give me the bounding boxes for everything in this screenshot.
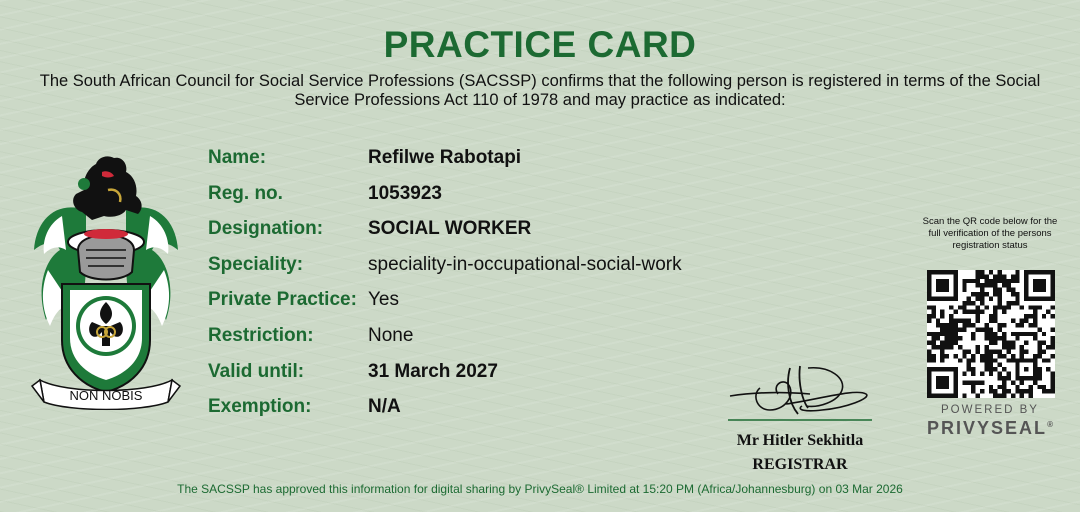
privyseal-brand: PRIVYSEAL <box>927 418 1048 438</box>
field-row-reg-no <box>208 180 442 208</box>
coat-of-arms-icon <box>26 150 186 410</box>
field-row-restriction <box>208 322 413 350</box>
field-row-valid-until <box>208 358 498 386</box>
field-label: Speciality: <box>208 254 304 275</box>
field-value-restriction: None <box>368 325 414 346</box>
powered-by-label: POWERED BY <box>941 404 1039 416</box>
scan-instructions: Scan the QR code below for the full verification of the persons registration status <box>922 216 1058 251</box>
registrar-name: Mr Hitler Sekhitla <box>736 432 864 449</box>
registrar-signature <box>726 358 876 428</box>
field-label: Private Practice: <box>208 289 357 310</box>
field-label: Name: <box>208 147 267 168</box>
intro-text: The South African Council for Social Service Professions (SACSSP) confirms that the following person is registered in terms of the Social Service Professions Act 110 of 1978 and may practice as indicated: <box>39 72 1041 109</box>
field-row-exemption <box>208 393 401 421</box>
field-value-private-practice: Yes <box>368 289 399 310</box>
field-row-name <box>208 144 521 172</box>
field-row-designation <box>208 215 531 243</box>
field-label: Restriction: <box>208 325 314 346</box>
privyseal-logo <box>915 418 1065 439</box>
field-value-valid-until: 31 March 2027 <box>368 361 498 382</box>
privyseal-registered-mark: ® <box>1047 420 1053 429</box>
field-value-name: Refilwe Rabotapi <box>368 147 522 168</box>
page-title: PRACTICE CARD <box>383 24 697 65</box>
qr-code-icon[interactable] <box>927 270 1055 398</box>
field-label: Valid until: <box>208 361 305 382</box>
field-label: Designation: <box>208 218 324 239</box>
footer-note: The SACSSP has approved this information for digital sharing by PrivySeal® Limited at 15:20 PM (Africa/Johannesburg) on 03 Mar 2026 <box>177 482 903 496</box>
registrar-title: REGISTRAR <box>752 456 848 473</box>
field-row-speciality <box>208 251 682 279</box>
field-value-reg-no: 1053923 <box>368 183 442 204</box>
field-value-exemption: N/A <box>368 396 401 417</box>
field-label: Reg. no. <box>208 183 283 204</box>
field-value-designation: SOCIAL WORKER <box>368 218 532 239</box>
field-row-private-practice <box>208 286 399 314</box>
field-value-speciality: speciality-in-occupational-social-work <box>368 254 682 275</box>
crest-motto: NON NOBIS <box>69 388 143 403</box>
field-label: Exemption: <box>208 396 312 417</box>
